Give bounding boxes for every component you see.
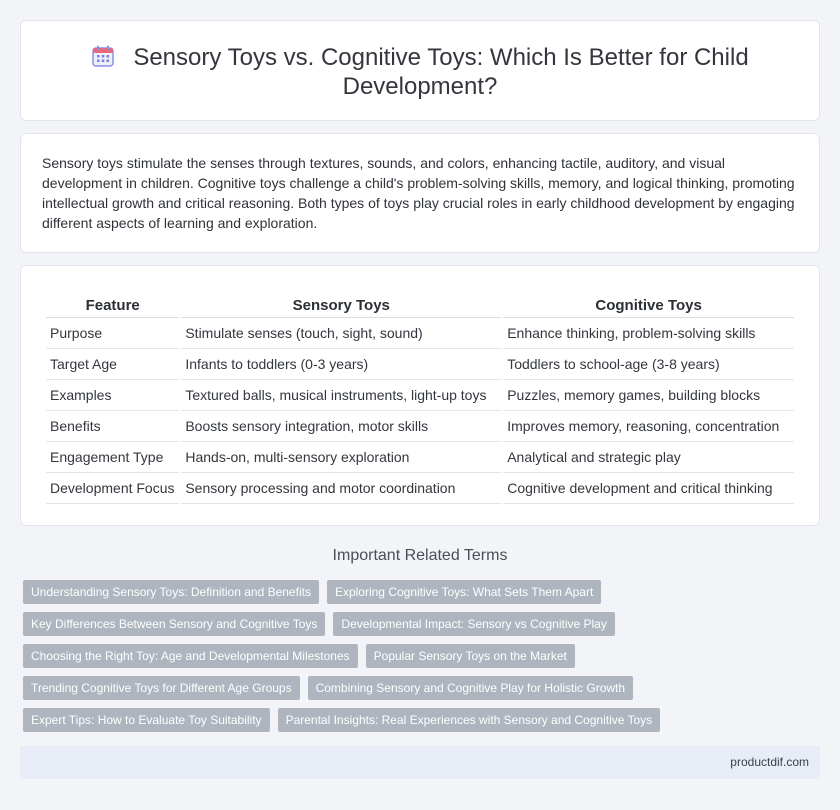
table-header-row bbox=[46, 296, 794, 318]
table-cell: Benefits bbox=[46, 411, 179, 442]
table-row bbox=[46, 380, 794, 411]
related-term-link[interactable]: Understanding Sensory Toys: Definition and Benefits bbox=[23, 580, 319, 604]
tag-row bbox=[23, 644, 663, 668]
table-cell: Toddlers to school-age (3-8 years) bbox=[503, 349, 794, 380]
table-row bbox=[46, 473, 794, 504]
related-term-link[interactable]: Developmental Impact: Sensory vs Cognitive Play bbox=[333, 612, 614, 636]
table-cell: Analytical and strategic play bbox=[503, 442, 794, 473]
table-row bbox=[46, 442, 794, 473]
table-cell: Improves memory, reasoning, concentration bbox=[503, 411, 794, 442]
footer-bar bbox=[20, 746, 820, 779]
related-term-link[interactable]: Exploring Cognitive Toys: What Sets Them Apart bbox=[327, 580, 601, 604]
page-title-block bbox=[21, 43, 819, 101]
related-term-link[interactable]: Parental Insights: Real Experiences with Sensory and Cognitive Toys bbox=[278, 708, 661, 732]
table-cell: Engagement Type bbox=[46, 442, 179, 473]
footer-site-link[interactable]: productdif.com bbox=[730, 755, 809, 769]
table-cell: Puzzles, memory games, building blocks bbox=[503, 380, 794, 411]
table-cell: Cognitive development and critical thinking bbox=[503, 473, 794, 504]
table-cell: Infants to toddlers (0-3 years) bbox=[181, 349, 501, 380]
header-card bbox=[20, 20, 820, 121]
page-title: Sensory Toys vs. Cognitive Toys: Which Is Better for Child Development? bbox=[133, 44, 749, 100]
header-sensory-toys: Sensory Toys bbox=[181, 296, 501, 318]
table-row bbox=[46, 349, 794, 380]
table-cell: Examples bbox=[46, 380, 179, 411]
table-cell: Development Focus bbox=[46, 473, 179, 504]
related-term-link[interactable]: Combining Sensory and Cognitive Play for Holistic Growth bbox=[308, 676, 633, 700]
table-row bbox=[46, 411, 794, 442]
related-terms-title: Important Related Terms bbox=[332, 547, 508, 564]
intro-paragraph: Sensory toys stimulate the senses through textures, sounds, and colors, enhancing tactile, auditory, and visual development in children. Cognitive toys challenge a child's problem-solving skills, memory, and logical thinking, promoting intellectual growth and critical reasoning. Both types of toys play crucial roles in early childhood development by engaging different aspects of learning and exploration. bbox=[42, 155, 795, 231]
tag-row bbox=[23, 580, 663, 604]
tag-row bbox=[23, 708, 663, 732]
related-term-link[interactable]: Key Differences Between Sensory and Cognitive Toys bbox=[23, 612, 325, 636]
header-feature: Feature bbox=[46, 296, 179, 318]
related-term-link[interactable]: Expert Tips: How to Evaluate Toy Suitability bbox=[23, 708, 270, 732]
related-term-link[interactable]: Popular Sensory Toys on the Market bbox=[366, 644, 575, 668]
intro-card bbox=[20, 133, 820, 253]
table-cell: Textured balls, musical instruments, light-up toys bbox=[181, 380, 501, 411]
table-row bbox=[46, 318, 794, 349]
table-cell: Target Age bbox=[46, 349, 179, 380]
table-cell: Sensory processing and motor coordination bbox=[181, 473, 501, 504]
tag-row bbox=[23, 676, 663, 700]
comparison-table bbox=[44, 296, 796, 504]
tag-row bbox=[23, 612, 663, 636]
table-cell: Stimulate senses (touch, sight, sound) bbox=[181, 318, 501, 349]
table-cell: Hands-on, multi-sensory exploration bbox=[181, 442, 501, 473]
table-cell: Purpose bbox=[46, 318, 179, 349]
table-cell: Enhance thinking, problem-solving skills bbox=[503, 318, 794, 349]
comparison-table-card bbox=[20, 265, 820, 526]
related-term-link[interactable]: Choosing the Right Toy: Age and Developmental Milestones bbox=[23, 644, 358, 668]
related-terms-list bbox=[23, 580, 663, 740]
related-term-link[interactable]: Trending Cognitive Toys for Different Age Groups bbox=[23, 676, 300, 700]
header-cognitive-toys: Cognitive Toys bbox=[503, 296, 794, 318]
table-cell: Boosts sensory integration, motor skills bbox=[181, 411, 501, 442]
calendar-icon bbox=[91, 44, 115, 68]
